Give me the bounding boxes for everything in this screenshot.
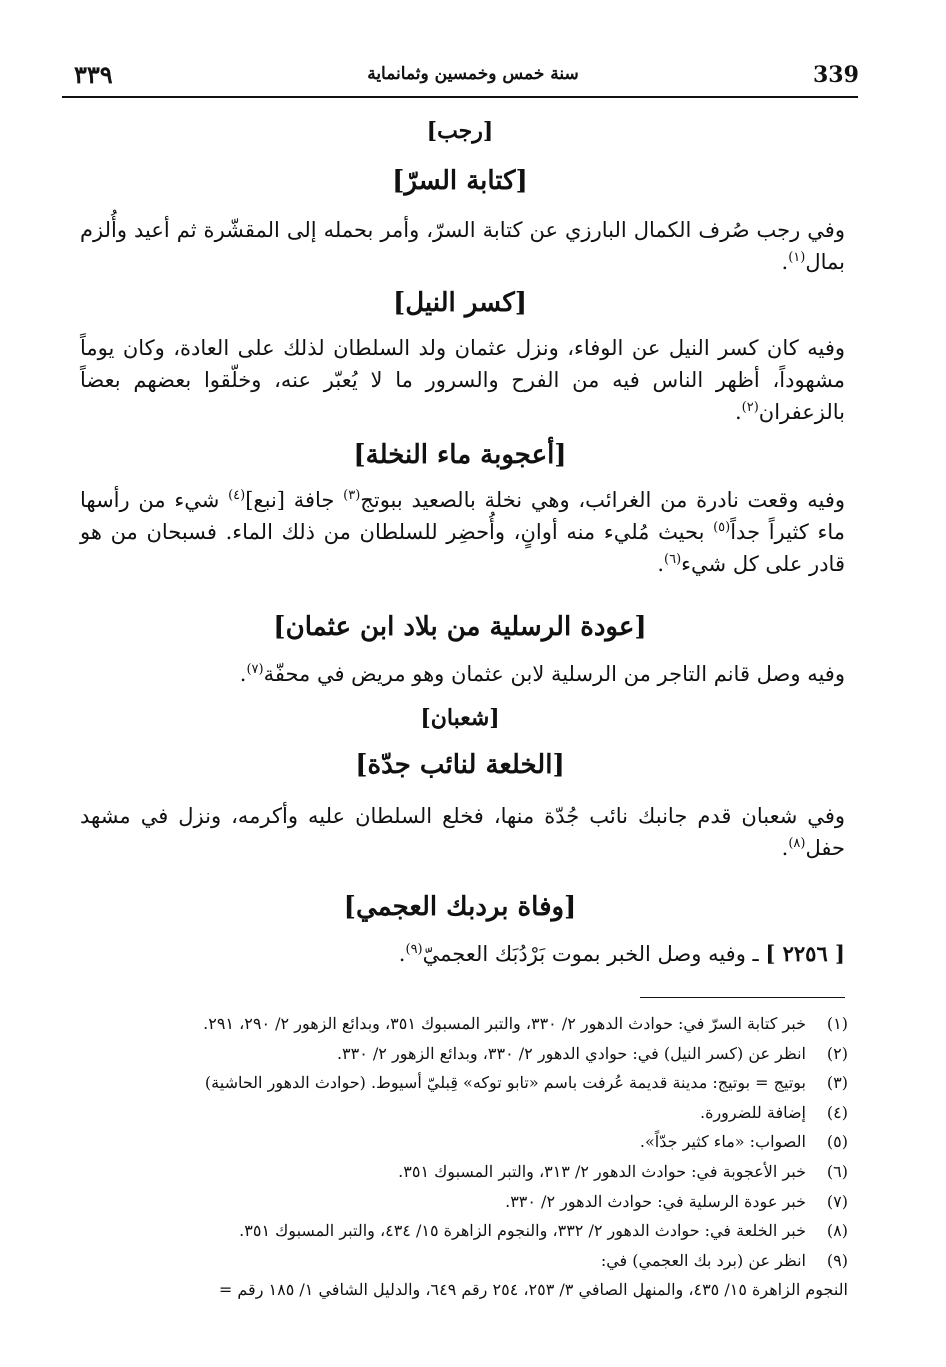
footnote-item xyxy=(70,1098,848,1128)
footnote-item xyxy=(70,1187,848,1217)
paragraph-tail: . xyxy=(781,250,789,274)
footnote-number: (٢) xyxy=(826,1043,848,1063)
page-number-latin: 339 xyxy=(813,62,859,88)
heading-kasr-alnil: [كسر النيل] xyxy=(392,288,528,318)
paragraph-text-d: بحيث مُليء منه أوانٍ، وأُحضِر للسلطان من ذلك الماء. فسبحان من هو قادر على كل شيء xyxy=(80,520,845,576)
heading-rajab: [رجب] xyxy=(426,118,494,144)
heading-ujubat-alnakhla: [أعجوبة ماء النخلة] xyxy=(353,440,567,470)
running-title: سنة خمس وخمسين وثمانماية xyxy=(367,64,579,84)
paragraph-tail: . xyxy=(398,942,406,966)
footnote-number: (٤) xyxy=(826,1102,848,1122)
paragraph-tail: . xyxy=(239,662,247,686)
footnote-item xyxy=(70,1157,848,1187)
footnote-number: (١) xyxy=(826,1014,848,1033)
footnote-item xyxy=(70,1216,848,1246)
paragraph-text-a: وفيه وقعت نادرة من الغرائب، وهي نخلة بالصعيد ببوتج xyxy=(360,488,846,512)
footnote-number: (٥) xyxy=(826,1132,848,1152)
footnote-text: خبر كتابة السرّ في: حوادث الدهور ٢/ ٣٣٠، والتبر المسبوك ٣٥١، وبدائع الزهور ٢/ ٢٩٠، ٢٩١. xyxy=(203,1014,806,1033)
paragraph-text: ـ وفيه وصل الخبر بموت بَرْدُبَك العجميّ xyxy=(422,942,759,966)
footnote-number: (٨) xyxy=(826,1221,848,1241)
paragraph-text-c: شيء من رأسها ماء كثيراً جداً xyxy=(80,488,845,544)
footnotes xyxy=(70,1009,848,1305)
footnote-item xyxy=(70,1009,848,1039)
footnote-text: إضافة للضرورة. xyxy=(699,1102,806,1122)
footnote-text: انظر عن (كسر النيل) في: حوادي الدهور ٢/ ٣٣٠، وبدائع الزهور ٢/ ٣٣٠. xyxy=(336,1043,806,1063)
paragraph-kitabat-alsirr xyxy=(80,214,845,278)
footnote-item xyxy=(70,1127,848,1157)
footnote-item xyxy=(70,1246,848,1276)
heading-alkhila: [الخلعة لنائب جدّة] xyxy=(355,750,565,780)
footnote-text: خبر الخلعة في: حوادث الدهور ٢/ ٣٣٢، والنجوم الزاهرة ١٥/ ٤٣٤، والتبر المسبوك ٣٥١. xyxy=(239,1221,806,1241)
paragraph-tail: . xyxy=(781,836,789,860)
footnote-ref-8: (٨) xyxy=(788,836,806,851)
footnote-separator xyxy=(640,997,845,998)
entry-number: [ ٢٢٥٦ ] xyxy=(765,941,845,966)
heading-wafat-bardabak: [وفاة بردبك العجمي] xyxy=(343,892,577,922)
paragraph-text: وفي شعبان قدم جانبك نائب جُدّة منها، فخلع السلطان عليه وأكرمه، ونزل في مشهد حفل xyxy=(80,804,845,860)
heading-awdat-alrasliyya: [عودة الرسلية من بلاد ابن عثمان] xyxy=(273,612,647,642)
footnote-ref-9: (٩) xyxy=(405,942,423,957)
paragraph-text: وفيه كان كسر النيل عن الوفاء، ونزل عثمان ولد السلطان لذلك على العادة، وكان يوماً مشهوداً، أظهر الناس فيه من الفرح والسرور ما لا يُعبّر عنه، وخلّقوا بعضهم بعضاً بالزعفران xyxy=(80,336,845,424)
paragraph-text: وفيه وصل قانم التاجر من الرسلية لابن عثمان وهو مريض في محفّة xyxy=(263,662,845,686)
footnote-item xyxy=(70,1039,848,1069)
footnote-number: (٣) xyxy=(826,1073,848,1093)
paragraph-wafat-bardabak xyxy=(80,938,845,970)
header-rule xyxy=(62,96,858,98)
footnote-ref-1: (١) xyxy=(788,250,806,265)
heading-shaban: [شعبان] xyxy=(420,705,500,731)
footnote-text: خبر عودة الرسلية في: حوادث الدهور ٢/ ٣٣٠. xyxy=(505,1191,806,1211)
paragraph-tail: . xyxy=(657,552,665,576)
footnote-text: الصواب: «ماء كثير جدّاً». xyxy=(639,1132,806,1152)
paragraph-text: وفي رجب صُرف الكمال البارزي عن كتابة السرّ، وأمر بحمله إلى المقشّرة ثم أعيد وأُلزم بمال xyxy=(80,218,845,274)
footnote-ref-7: (٧) xyxy=(246,662,264,677)
footnote-text: بوتيج = بوتيج: مدينة قديمة عُرفت باسم «تابو توكه» قِبليّ أسيوط. (حوادث الدهور الحاشية) xyxy=(204,1073,806,1093)
footnote-number: (٦) xyxy=(826,1161,848,1181)
heading-kitabat-alsirr: [كتابة السرّ] xyxy=(392,166,528,196)
paragraph-kasr-alnil xyxy=(80,332,845,428)
footnote-ref-5: (٥) xyxy=(713,520,731,535)
footnote-ref-2: (٢) xyxy=(741,400,759,415)
page-number-arabic: ٣٣٩ xyxy=(74,60,113,89)
footnote-ref-3: (٣) xyxy=(343,488,361,503)
paragraph-tail: . xyxy=(734,400,742,424)
footnote-ref-4: (٤) xyxy=(228,488,246,503)
footnote-ref-6: (٦) xyxy=(664,552,682,567)
footnote-item xyxy=(70,1068,848,1098)
footnote-text: انظر عن (برد بك العجمي) في: xyxy=(600,1250,806,1270)
paragraph-text-b: جافة [نبع] xyxy=(245,488,335,512)
footnote-continuation: النجوم الزاهرة ١٥/ ٤٣٥، والمنهل الصافي ٣/ ٢٥٣، ٢٥٤ رقم ٦٤٩، والدليل الشافي ١/ ١٨٥ رقم = xyxy=(218,1280,848,1300)
footnote-number: (٩) xyxy=(826,1250,848,1270)
paragraph-ujubat-alnakhla xyxy=(80,484,845,580)
footnote-text: خبر الأعجوبة في: حوادث الدهور ٢/ ٣١٣، والتبر المسبوك ٣٥١. xyxy=(398,1161,806,1181)
paragraph-alkhila xyxy=(80,800,845,864)
footnote-number: (٧) xyxy=(826,1191,848,1211)
paragraph-awdat-alrasliyya xyxy=(80,658,845,690)
